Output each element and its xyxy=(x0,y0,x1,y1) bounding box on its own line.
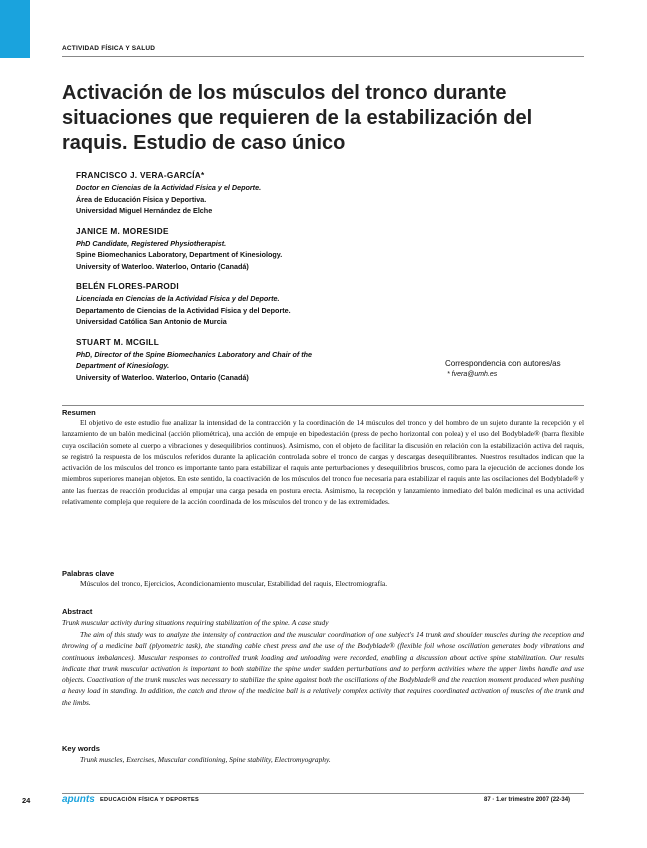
article-title: Activación de los músculos del tronco durante situaciones que requieren de la estabilización del raquis. Estudio de caso único xyxy=(62,82,533,154)
abstract-heading: Abstract xyxy=(62,607,93,616)
author-affiliation: University of Waterloo. Waterloo, Ontario (Canadá) xyxy=(76,372,249,382)
palabras-clave-text: Músculos del tronco, Ejercicios, Acondicionamiento muscular, Estabilidad del raquis, Electromiografía. xyxy=(80,579,388,588)
keywords-heading: Key words xyxy=(62,744,100,753)
author-role: Doctor en Ciencias de la Actividad Física y el Deporte. xyxy=(76,183,262,192)
journal-name: EDUCACIÓN FÍSICA Y DEPORTES xyxy=(100,797,200,803)
author-affiliation: University of Waterloo. Waterloo, Ontario (Canadá) xyxy=(76,261,249,271)
issue-info: 87 · 1.er trimestre 2007 (22-34) xyxy=(484,797,571,803)
author-block xyxy=(76,337,316,384)
abstract-title: Trunk muscular activity during situations requiring stabilization of the spine. A case study xyxy=(62,618,329,627)
keywords-text: Trunk muscles, Exercises, Muscular conditioning, Spine stability, Electromyography. xyxy=(80,755,331,764)
author-affiliation: Universidad Miguel Hernández de Elche xyxy=(76,206,213,215)
author-name: JANICE M. MORESIDE xyxy=(76,226,169,236)
author-role: Licenciada en Ciencias de la Actividad Física y del Deporte. xyxy=(76,294,280,303)
author-name: FRANCISCO J. VERA-GARCÍA* xyxy=(76,171,205,180)
author-affiliation: Universidad Católica San Antonio de Murcia xyxy=(76,317,227,326)
author-affiliation: Spine Biomechanics Laboratory, Department of Kinesiology. xyxy=(76,250,283,259)
abstract-text: The aim of this study was to analyze the intensity of contraction and the muscular coordination of one subject's 14 trunk and shoulder muscles during the reception and throwing of a medicine ball (plyometric task), the standing cable chest press and the use of the Bodyblade® (flexible foil whose oscillation generates body vibrations and continuous imbalances). Muscular responses to controlled trunk loading and unloading were recorded, enabling a discussion about active spine stabilization. Our results indicate that trunk muscular activation is important to both stabilize the spine under sudden perturbations and to perform activities where the upper limbs handle and use objects. Coactivation of the trunk muscles was necessary to stabilize the spine against both the oscillations of the Bodyblade® and the reaction moment produced when pushing a heavy load in standing. In addition, the catch and throw of the medicine ball is a relatively complex activity that requires coordinated activation of muscles of the trunk and the limbs. xyxy=(62,630,584,707)
author-block xyxy=(76,226,416,273)
author-block xyxy=(76,281,416,328)
section-divider xyxy=(62,405,584,406)
footer-rule xyxy=(62,793,584,794)
resumen-text: El objetivo de este estudio fue analizar la intensidad de la contracción y la coordinación de 14 músculos del tronco y del hombro de un sujeto durante la recepción y el lanzamiento de un balón medicinal (acción pliométrica), una acción de empuje en bipedestación (press de pecho horizontal con polea) y el uso del Bodyblade® (barra flexible cuya oscilación somete al cuerpo a vibraciones y desequilibrios continuos). Asimismo, con el objeto de facilitar la discusión en relación con la estabilización activa del raquis, se registró la respuesta de los músculos referidos durante la aplicación controlada sobre el tronco de cargas y descargas desequilibrantes. Nuestros resultados indican que la activación de los músculos del tronco es importante tanto para estabilizar el raquis ante perturbaciones y desequilibrios bruscos, como para la ejecución de acciones donde los miembros superiores manejan objetos. En este sentido, la coactivación de los músculos del tronco fue necesaria para estabilizar el raquis ante las oscilaciones del Bodyblade® y ante las fuerzas de reacción producidas al empujar una carga pesada en postura erecta. Asimismo, la recepción y lanzamiento inmediato del balón medicinal es una actividad relativamente compleja que requiere de la acción coordinada de los músculos del tronco y de las extremidades. xyxy=(62,418,584,507)
journal-logo: apunts xyxy=(62,794,95,805)
author-block xyxy=(76,170,416,217)
palabras-clave-heading: Palabras clave xyxy=(62,569,115,578)
correspondence-block xyxy=(445,358,561,380)
page-number: 24 xyxy=(22,796,31,805)
header-rule xyxy=(62,56,584,57)
section-label: ACTIVIDAD FÍSICA Y SALUD xyxy=(62,45,156,52)
author-affiliation: Área de Educación Física y Deportiva. xyxy=(76,194,207,204)
correspondence-email[interactable]: * fvera@umh.es xyxy=(447,371,498,378)
author-name: BELÉN FLORES-PARODI xyxy=(76,282,179,291)
section-color-tab xyxy=(0,0,30,58)
author-affiliation: Departamento de Ciencias de la Actividad Física y del Deporte. xyxy=(76,305,291,315)
resumen-heading: Resumen xyxy=(62,408,96,417)
correspondence-label: Correspondencia con autores/as xyxy=(445,359,561,368)
author-name: STUART M. MCGILL xyxy=(76,337,160,347)
author-role: PhD Candidate, Registered Physiotherapist. xyxy=(76,238,227,248)
author-role: PhD, Director of the Spine Biomechanics Laboratory and Chair of the Department of Kinesiology. xyxy=(76,349,313,370)
author-list xyxy=(76,170,416,392)
